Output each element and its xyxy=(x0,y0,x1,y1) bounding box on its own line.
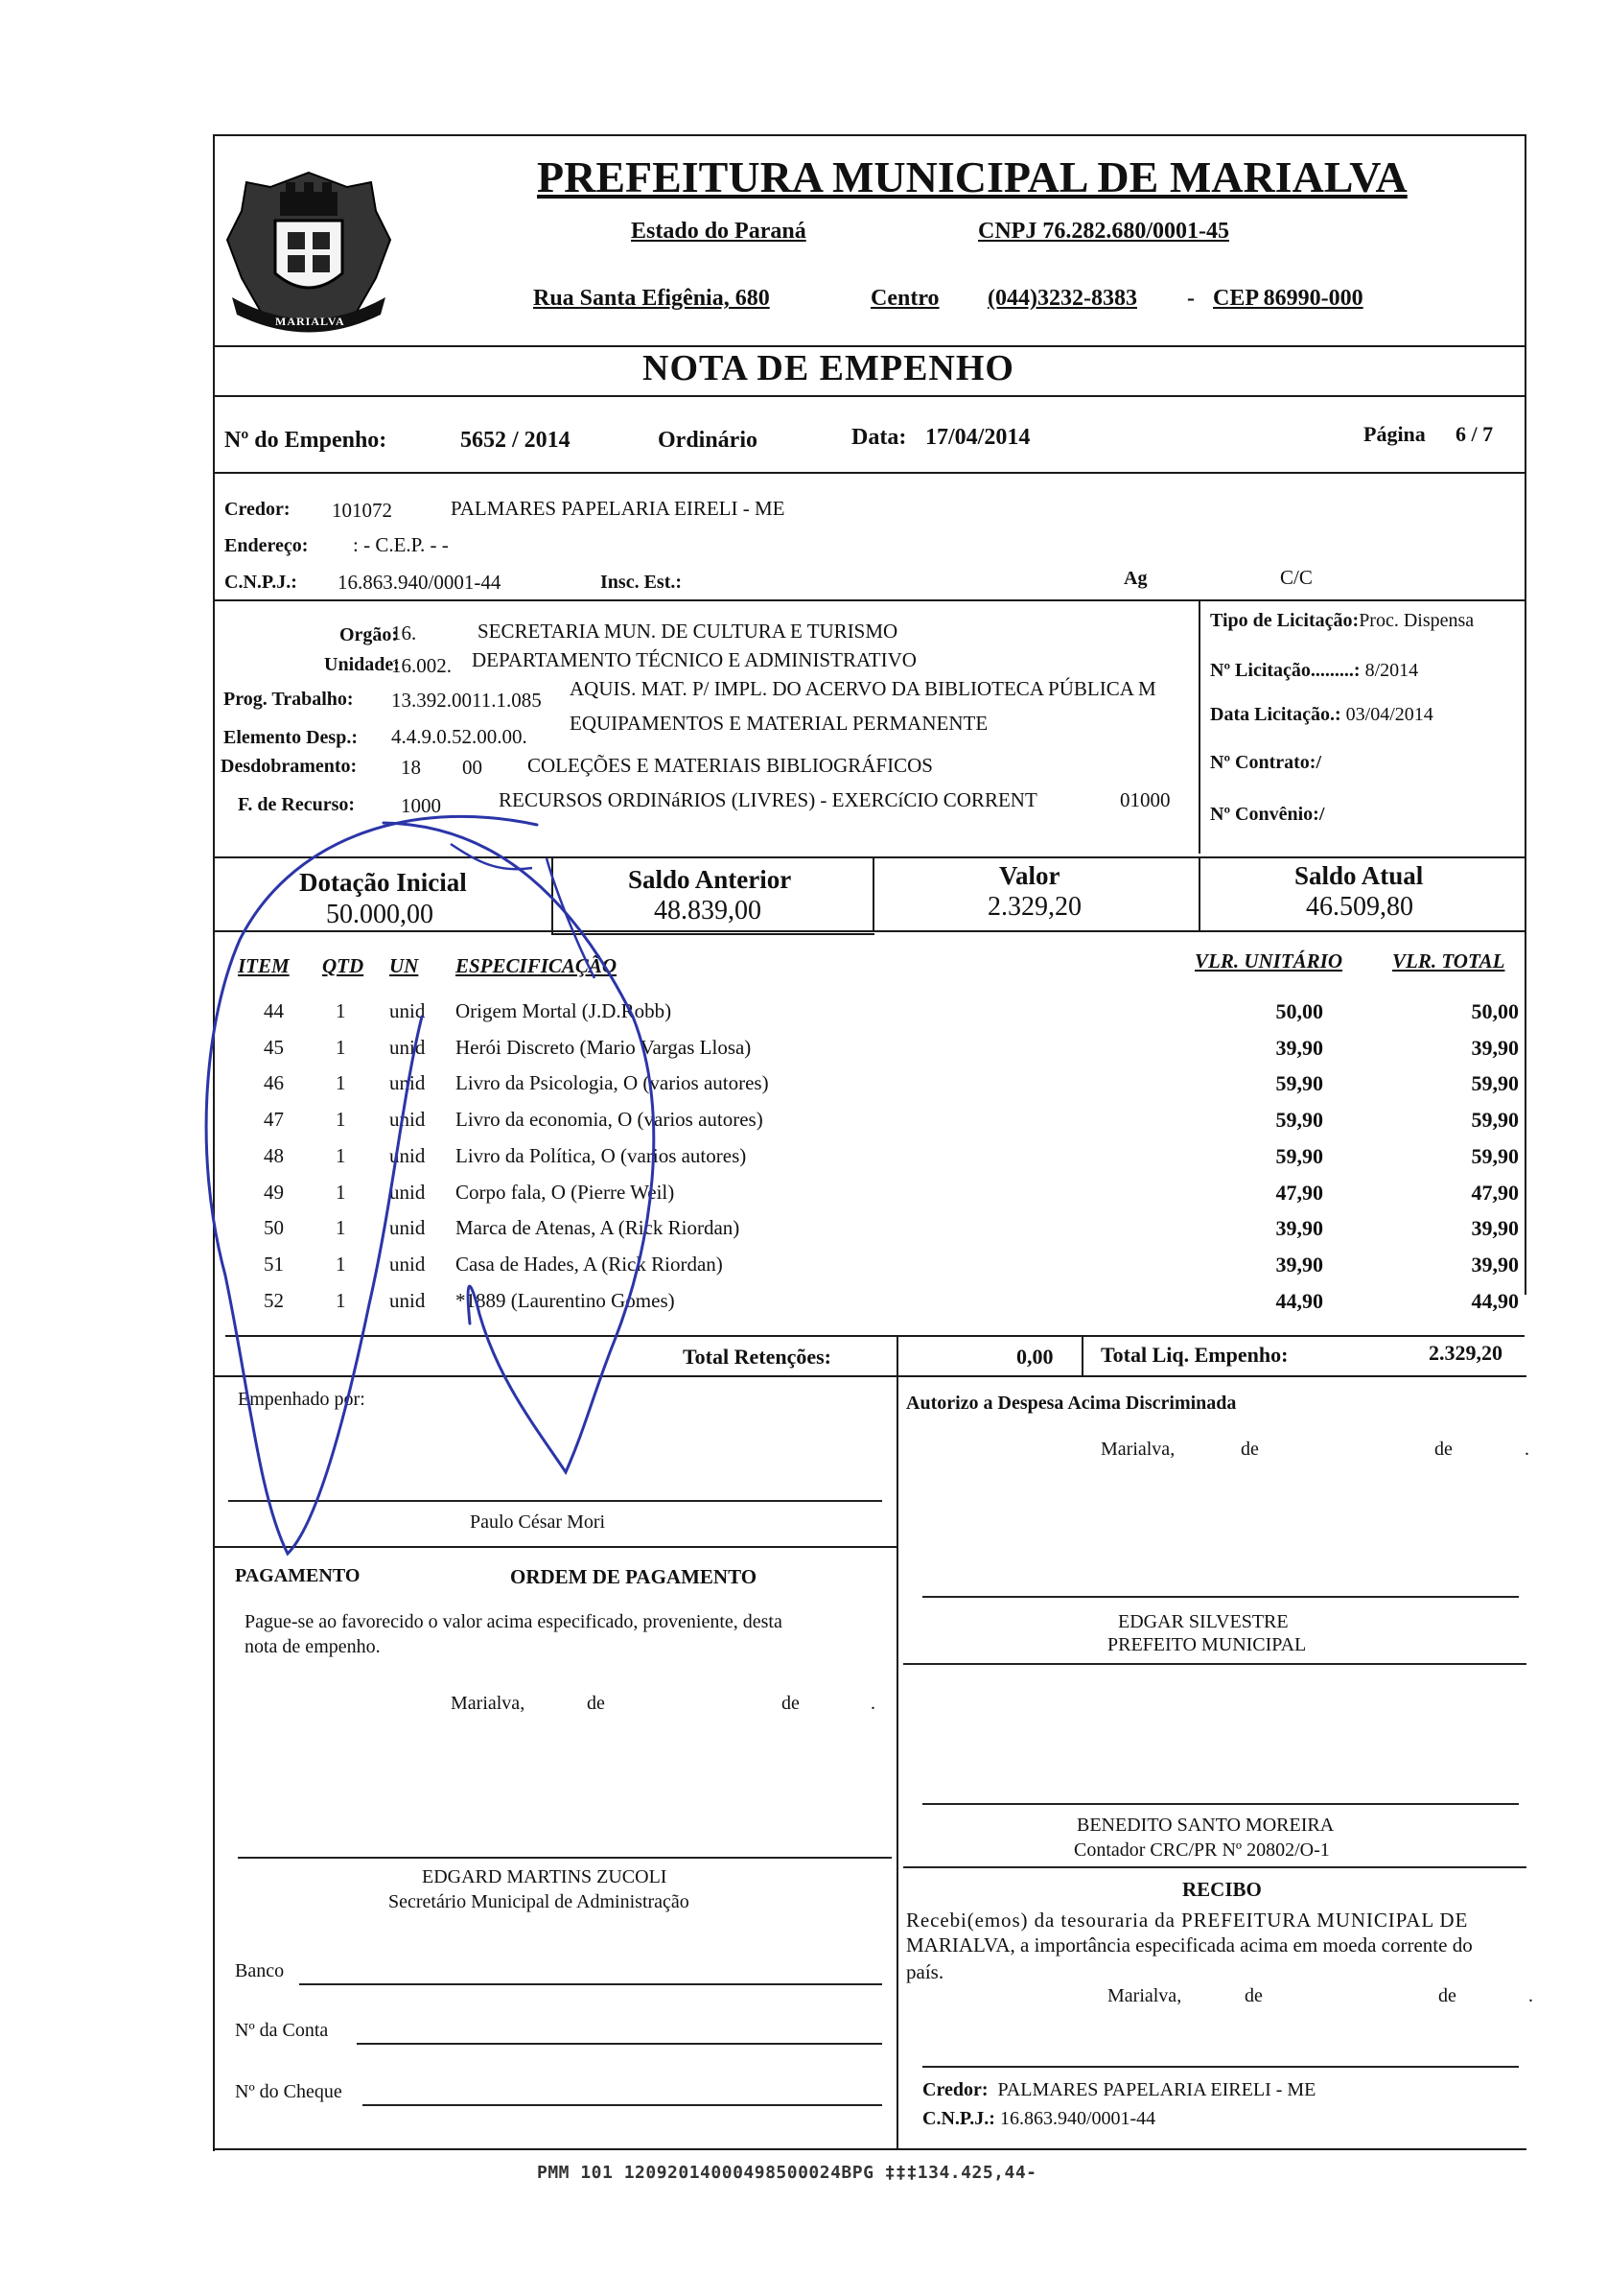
item-total: 39,90 xyxy=(1471,1035,1519,1060)
credor-name: PALMARES PAPELARIA EIRELI - ME xyxy=(451,497,785,520)
header-state: Estado do Paraná xyxy=(631,219,806,244)
ag-label: Ag xyxy=(1124,568,1148,589)
tipo-licitacao-value: Proc. Dispensa xyxy=(1359,610,1475,631)
item-unit: unid xyxy=(389,1288,426,1312)
prog-trabalho-code: 13.392.0011.1.085 xyxy=(391,689,542,712)
item-number: 50 xyxy=(264,1216,284,1240)
item-unit-price: 47,90 xyxy=(1275,1180,1323,1205)
item-number: 51 xyxy=(264,1252,284,1276)
item-total: 59,90 xyxy=(1471,1071,1519,1096)
empenhado-por-label: Empenhado por: xyxy=(238,1389,365,1410)
item-total: 39,90 xyxy=(1471,1252,1519,1277)
item-total: 59,90 xyxy=(1471,1143,1519,1168)
item-total: 50,00 xyxy=(1471,999,1519,1023)
contrato-label: Nº Contrato:/ xyxy=(1210,752,1322,773)
data-licitacao-value: 03/04/2014 xyxy=(1345,704,1433,725)
empenho-type: Ordinário xyxy=(658,428,758,453)
item-qty: 1 xyxy=(336,1071,346,1095)
fonte-recurso-label: F. de Recurso: xyxy=(238,794,356,815)
item-total: 47,90 xyxy=(1471,1180,1519,1205)
ordem-de-1: de xyxy=(587,1693,605,1714)
item-description: Origem Mortal (J.D.Robb) xyxy=(455,999,672,1022)
ordem-dot: . xyxy=(871,1693,875,1714)
recibo-text-3: país. xyxy=(906,1960,944,1983)
item-qty: 1 xyxy=(336,1180,346,1204)
item-unit: unid xyxy=(389,1108,426,1132)
unidade-code: 16.002. xyxy=(391,654,452,677)
secretario-name: EDGARD MARTINS ZUCOLI xyxy=(422,1866,667,1887)
ordem-de-2: de xyxy=(781,1693,800,1714)
fonte-recurso-name: RECURSOS ORDINáRIOS (LIVRES) - EXERCíCIO CORRENT xyxy=(499,788,1037,811)
autorizo-de-1: de xyxy=(1241,1439,1259,1460)
orgao-label: Orgão: xyxy=(339,624,399,645)
item-number: 47 xyxy=(264,1108,284,1132)
cc-label: C/C xyxy=(1280,566,1313,589)
liq-empenho-label: Total Liq. Empenho: xyxy=(1101,1343,1289,1367)
header-cnpj: CNPJ 76.282.680/0001-45 xyxy=(978,219,1229,244)
item-description: Livro da Psicologia, O (varios autores) xyxy=(455,1071,769,1095)
desdobramento-sub: 00 xyxy=(462,756,482,779)
item-unit-price: 39,90 xyxy=(1275,1252,1323,1277)
item-unit-price: 39,90 xyxy=(1275,1216,1323,1241)
elemento-desp-name: EQUIPAMENTOS E MATERIAL PERMANENTE xyxy=(570,712,989,735)
desdobramento-label: Desdobramento: xyxy=(221,756,358,777)
autorizo-de-2: de xyxy=(1434,1439,1453,1460)
item-number: 49 xyxy=(264,1180,284,1204)
item-unit: unid xyxy=(389,1035,426,1059)
fonte-recurso-code: 1000 xyxy=(401,794,441,817)
banco-label: Banco xyxy=(235,1960,285,1981)
item-unit-price: 50,00 xyxy=(1275,999,1323,1023)
cheque-label: Nº do Cheque xyxy=(235,2081,342,2102)
recibo-credor-name: PALMARES PAPELARIA EIRELI - ME xyxy=(997,2079,1316,2100)
item-qty: 1 xyxy=(336,999,346,1022)
fonte-recurso-num: 01000 xyxy=(1120,788,1171,811)
desdobramento-name: COLEÇÕES E MATERIAIS BIBLIOGRÁFICOS xyxy=(527,754,933,777)
prefeito-role: PREFEITO MUNICIPAL xyxy=(1107,1634,1307,1655)
item-total: 39,90 xyxy=(1471,1216,1519,1241)
item-qty: 1 xyxy=(336,1143,346,1167)
item-unit-price: 39,90 xyxy=(1275,1035,1323,1060)
item-number: 45 xyxy=(264,1035,284,1059)
item-qty: 1 xyxy=(336,1216,346,1240)
contador-role: Contador CRC/PR Nº 20802/O-1 xyxy=(1074,1839,1330,1861)
recibo-de-1: de xyxy=(1245,1985,1263,2006)
convenio-label: Nº Convênio:/ xyxy=(1210,804,1325,825)
autorizo-dot: . xyxy=(1525,1439,1529,1460)
recibo-dot: . xyxy=(1528,1985,1533,2006)
retencoes-label: Total Retenções: xyxy=(683,1345,831,1369)
item-number: 46 xyxy=(264,1071,284,1095)
header-dash: - xyxy=(1187,286,1195,311)
autorizo-place: Marialva, xyxy=(1101,1439,1176,1460)
item-qty: 1 xyxy=(336,1035,346,1059)
item-description: Herói Discreto (Mario Vargas Llosa) xyxy=(455,1035,752,1059)
tipo-licitacao-label: Tipo de Licitação: xyxy=(1210,610,1360,631)
ordem-pagamento-label: ORDEM DE PAGAMENTO xyxy=(510,1565,757,1588)
dotacao-value: 50.000,00 xyxy=(326,900,433,929)
elemento-desp-label: Elemento Desp.: xyxy=(223,727,358,748)
item-unit-price: 59,90 xyxy=(1275,1071,1323,1096)
header-district: Centro xyxy=(871,286,940,311)
saldo-anterior-label: Saldo Anterior xyxy=(628,865,792,894)
autorizo-label: Autorizo a Despesa Acima Discriminada xyxy=(906,1393,1237,1414)
item-unit: unid xyxy=(389,999,426,1022)
empenho-number: 5652 / 2014 xyxy=(460,428,571,453)
elemento-desp-code: 4.4.9.0.52.00.00. xyxy=(391,725,527,748)
recibo-place: Marialva, xyxy=(1107,1985,1182,2006)
item-unit: unid xyxy=(389,1143,426,1167)
item-total: 44,90 xyxy=(1471,1288,1519,1313)
item-description: Livro da Política, O (varios autores) xyxy=(455,1143,747,1167)
col-unit-price: VLR. UNITÁRIO xyxy=(1195,949,1343,972)
col-un: UN xyxy=(389,954,419,977)
num-licitacao-value: 8/2014 xyxy=(1364,660,1419,681)
item-number: 44 xyxy=(264,999,284,1022)
empenho-date-label: Data: xyxy=(851,425,907,450)
data-licitacao-label: Data Licitação.: xyxy=(1210,704,1341,725)
liq-empenho-value: 2.329,20 xyxy=(1429,1341,1502,1365)
num-licitacao-label: Nº Licitação.........: xyxy=(1210,660,1361,681)
item-unit: unid xyxy=(389,1180,426,1204)
empenho-number-label: Nº do Empenho: xyxy=(224,428,387,453)
valor-value: 2.329,20 xyxy=(988,892,1082,922)
ordem-text-1: Pague-se ao favorecido o valor acima especificado, proveniente, desta xyxy=(245,1611,782,1632)
credor-label: Credor: xyxy=(224,499,291,520)
item-description: *1889 (Laurentino Gomes) xyxy=(455,1288,675,1312)
ordem-place: Marialva, xyxy=(451,1693,525,1714)
item-unit-price: 59,90 xyxy=(1275,1143,1323,1168)
address-label: Endereço: xyxy=(224,535,309,556)
retencoes-value: 0,00 xyxy=(1016,1345,1054,1369)
item-description: Casa de Hades, A (Rick Riordan) xyxy=(455,1252,723,1276)
empenho-date: 17/04/2014 xyxy=(925,425,1031,450)
col-qtd: QTD xyxy=(322,954,364,977)
item-unit: unid xyxy=(389,1252,426,1276)
recibo-credor-label: Credor: xyxy=(922,2079,989,2100)
item-number: 48 xyxy=(264,1143,284,1167)
item-unit: unid xyxy=(389,1216,426,1240)
item-unit-price: 44,90 xyxy=(1275,1288,1323,1313)
credor-cnpj: 16.863.940/0001-44 xyxy=(338,571,501,594)
recibo-text-1: Recebi(emos) da tesouraria da PREFEITURA MUNICIPAL DE xyxy=(906,1909,1469,1932)
credor-code: 101072 xyxy=(332,499,392,522)
item-description: Corpo fala, O (Pierre Weil) xyxy=(455,1180,675,1204)
item-description: Livro da economia, O (varios autores) xyxy=(455,1108,763,1132)
page-number: 6 / 7 xyxy=(1456,422,1494,446)
saldo-atual-label: Saldo Atual xyxy=(1294,861,1424,890)
item-qty: 1 xyxy=(336,1108,346,1132)
insc-est-label: Insc. Est.: xyxy=(600,572,683,593)
unidade-label: Unidade: xyxy=(324,654,400,675)
conta-label: Nº da Conta xyxy=(235,2020,329,2041)
empenhado-name: Paulo César Mori xyxy=(470,1511,606,1533)
col-total: VLR. TOTAL xyxy=(1392,949,1505,972)
orgao-code: 16. xyxy=(391,621,417,644)
unidade-name: DEPARTAMENTO TÉCNICO E ADMINISTRATIVO xyxy=(472,648,917,671)
contador-name: BENEDITO SANTO MOREIRA xyxy=(1077,1815,1335,1836)
secretario-role: Secretário Municipal de Administração xyxy=(388,1891,689,1912)
item-total: 59,90 xyxy=(1471,1108,1519,1133)
item-description: Marca de Atenas, A (Rick Riordan) xyxy=(455,1216,740,1240)
recibo-cnpj-label: C.N.P.J.: xyxy=(922,2108,995,2129)
prog-trabalho-label: Prog. Trabalho: xyxy=(223,689,354,710)
header-street: Rua Santa Efigênia, 680 xyxy=(533,286,770,311)
credor-cnpj-label: C.N.P.J.: xyxy=(224,572,297,593)
page-title: PREFEITURA MUNICIPAL DE MARIALVA xyxy=(537,152,1408,201)
item-unit: unid xyxy=(389,1071,426,1095)
saldo-anterior-value: 48.839,00 xyxy=(654,896,761,925)
header-phone: (044)3232-8383 xyxy=(988,286,1137,311)
item-qty: 1 xyxy=(336,1252,346,1276)
document-title: NOTA DE EMPENHO xyxy=(642,348,1014,388)
col-item: ITEM xyxy=(238,954,290,977)
pagamento-label: PAGAMENTO xyxy=(235,1565,361,1586)
ordem-text-2: nota de empenho. xyxy=(245,1636,381,1657)
recibo-de-2: de xyxy=(1438,1985,1456,2006)
recibo-cnpj-value: 16.863.940/0001-44 xyxy=(999,2108,1156,2129)
recibo-label: RECIBO xyxy=(1182,1878,1262,1901)
valor-label: Valor xyxy=(999,861,1060,890)
recibo-text-2: MARIALVA, a importância especificada acima em moeda corrente do xyxy=(906,1933,1473,1956)
header-cep: CEP 86990-000 xyxy=(1213,286,1363,311)
desdobramento-code: 18 xyxy=(401,756,421,779)
prefeito-name: EDGAR SILVESTRE xyxy=(1118,1611,1289,1632)
item-unit-price: 59,90 xyxy=(1275,1108,1323,1133)
item-qty: 1 xyxy=(336,1288,346,1312)
item-number: 52 xyxy=(264,1288,284,1312)
saldo-atual-value: 46.509,80 xyxy=(1306,892,1413,922)
address-value: : - C.E.P. - - xyxy=(353,533,449,556)
crest-ribbon-text: MARIALVA xyxy=(275,315,345,328)
prog-trabalho-name: AQUIS. MAT. P/ IMPL. DO ACERVO DA BIBLIOTECA PÚBLICA M xyxy=(570,677,1156,700)
footer-auth-code: PMM 101 12092014000498500024BPG ‡‡‡134.425,44- xyxy=(537,2163,1037,2183)
dotacao-label: Dotação Inicial xyxy=(299,868,467,897)
page-label: Página xyxy=(1363,422,1426,446)
orgao-name: SECRETARIA MUN. DE CULTURA E TURISMO xyxy=(477,620,898,643)
col-spec: ESPECIFICAÇÃO xyxy=(455,954,617,977)
